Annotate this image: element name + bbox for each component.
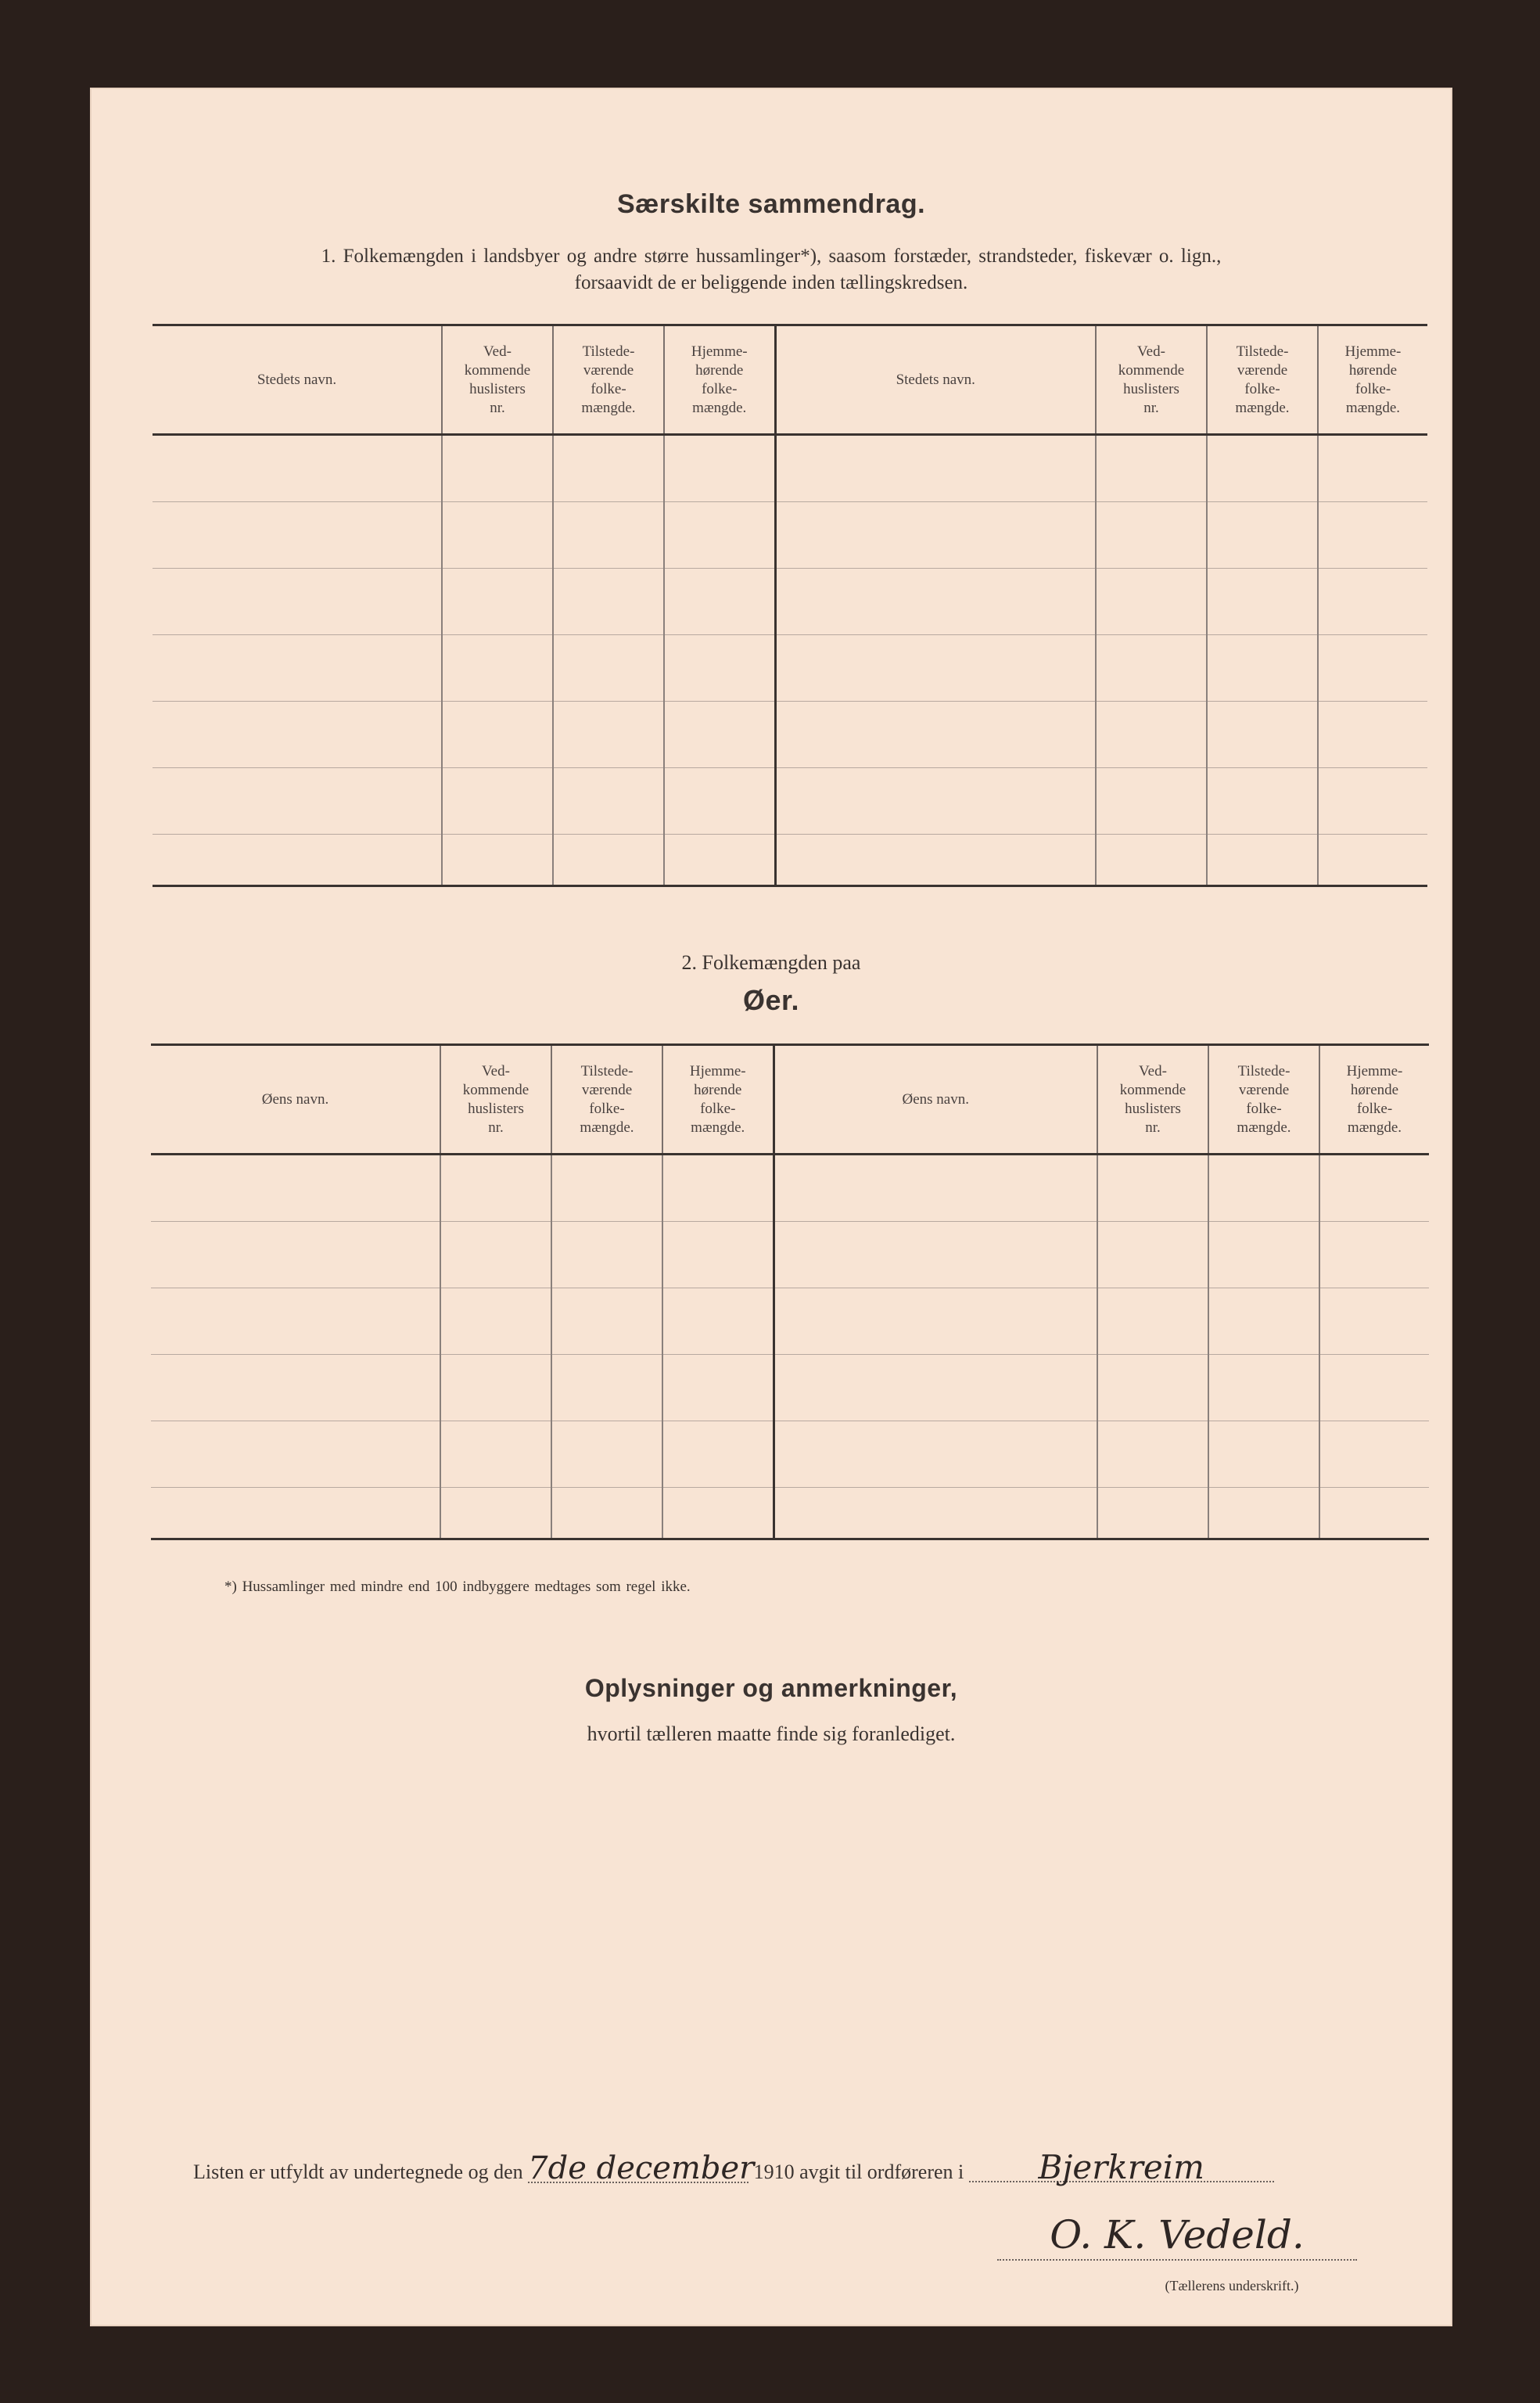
- census-form-page: [90, 88, 1452, 2326]
- col-header-stedets-navn-2: Stedets navn.: [775, 325, 1096, 435]
- table-row: [153, 435, 1427, 502]
- page-heading: Særskilte sammendrag.: [616, 189, 926, 219]
- table-row: [151, 1222, 1429, 1288]
- col-header-oens-navn: Øens navn.: [261, 1090, 329, 1108]
- section2-header-row: [151, 1045, 1429, 1155]
- table-row: [153, 702, 1427, 768]
- col-header-huslisters-nr: Ved- kommende huslisters nr.: [440, 1045, 551, 1155]
- col-header-huslisters-nr-2: Ved- kommende huslisters nr.: [1097, 1045, 1208, 1155]
- handwritten-signature: O. K. Vedeld.: [997, 2212, 1357, 2261]
- signature-prefix: Listen er utfyldt av undertegnede og den: [193, 2161, 523, 2183]
- col-header-hjemmehorende-2: Hjemme- hørende folke- mængde.: [1319, 1045, 1429, 1155]
- section1-table: [153, 324, 1427, 887]
- remarks-title: Oplysninger og anmerkninger,: [584, 1674, 958, 1702]
- col-header-tilstedevaerende: Tilstede- værende folke- mængde.: [553, 325, 664, 435]
- section1-header-row: [153, 325, 1427, 435]
- section1-line1: 1. Folkemængden i landsbyer og andre større hussamlinger*), saasom forstæder, strandsteder, fiskevær o. lign.,: [321, 246, 1222, 267]
- table-row: [153, 835, 1427, 886]
- table-row: [153, 569, 1427, 635]
- col-header-hjemmehorende: Hjemme- hørende folke- mængde.: [664, 325, 775, 435]
- col-header-huslisters-nr: Ved- kommende huslisters nr.: [442, 325, 553, 435]
- signature-year: 1910: [753, 2161, 795, 2183]
- table-row: [151, 1155, 1429, 1222]
- table-row: [153, 635, 1427, 702]
- table-row: [151, 1355, 1429, 1421]
- signature-line: [193, 2148, 1274, 2186]
- col-header-tilstedevaerende-2: Tilstede- værende folke- mængde.: [1207, 325, 1318, 435]
- col-header-huslisters-nr-2: Ved- kommende huslisters nr.: [1096, 325, 1207, 435]
- section2-heading: Øer.: [742, 984, 800, 1016]
- handwritten-place: Bjerkreim: [969, 2154, 1274, 2182]
- col-header-oens-navn-2: Øens navn.: [774, 1045, 1097, 1155]
- signature-middle: avgit til ordføreren i: [799, 2161, 964, 2183]
- signature-label: (Tællerens underskrift.): [1165, 2278, 1299, 2293]
- section2-table: [151, 1043, 1429, 1540]
- col-header-tilstedevaerende-2: Tilstede- værende folke- mængde.: [1208, 1045, 1319, 1155]
- section2-line1: 2. Folkemængden paa: [681, 951, 861, 974]
- table-row: [153, 502, 1427, 569]
- col-header-hjemmehorende: Hjemme- hørende folke- mængde.: [662, 1045, 774, 1155]
- section1-line2: forsaavidt de er beliggende inden tællingskredsen.: [574, 272, 968, 293]
- table-row: [151, 1421, 1429, 1488]
- table-row: [153, 768, 1427, 835]
- col-header-hjemmehorende-2: Hjemme- hørende folke- mængde.: [1318, 325, 1427, 435]
- col-header-tilstedevaerende: Tilstede- værende folke- mængde.: [551, 1045, 662, 1155]
- table-row: [151, 1488, 1429, 1539]
- table-row: [151, 1288, 1429, 1355]
- col-header-stedets-navn: Stedets navn.: [257, 371, 337, 388]
- footnote: *) Hussamlinger med mindre end 100 indbyggere medtages som regel ikke.: [224, 1579, 691, 1595]
- remarks-subtitle: hvortil tælleren maatte finde sig foranlediget.: [587, 1722, 956, 1745]
- handwritten-date: 7de december: [528, 2150, 755, 2186]
